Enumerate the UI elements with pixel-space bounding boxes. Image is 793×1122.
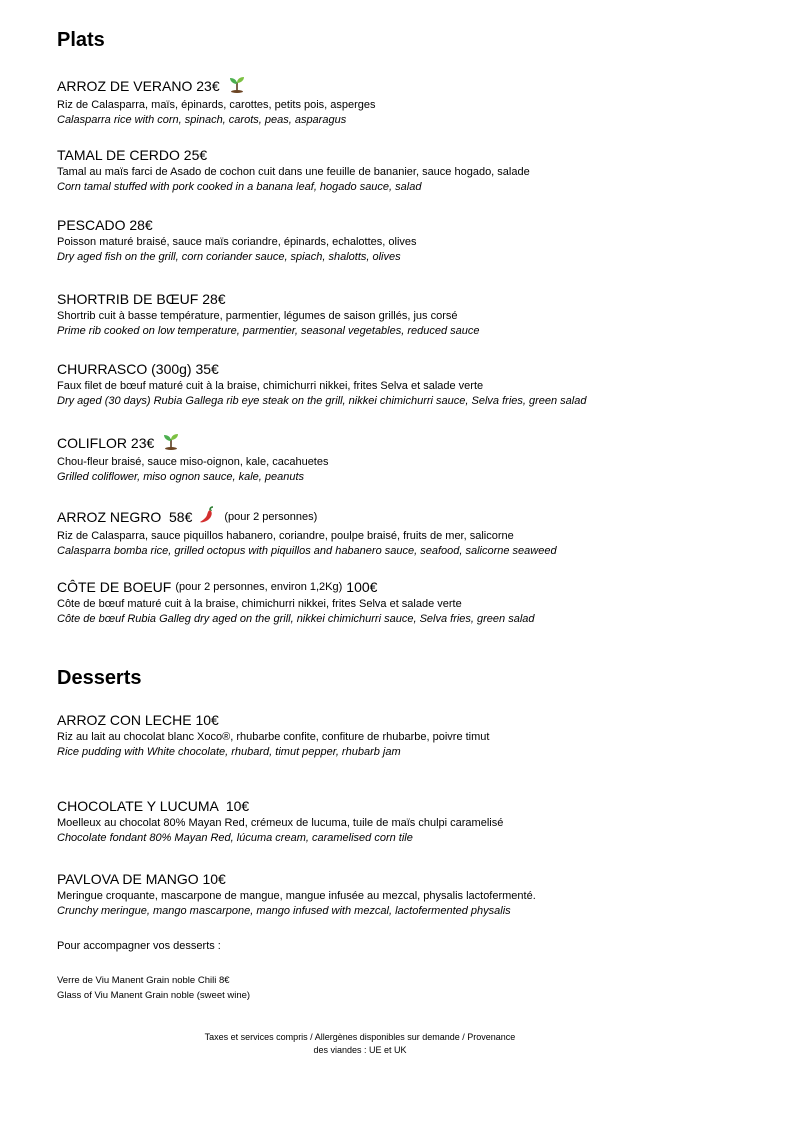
chili-pepper-icon xyxy=(198,506,216,528)
dish-name: TAMAL DE CERDO 25€ xyxy=(57,147,208,163)
section-title-desserts: Desserts xyxy=(57,667,142,689)
dish-tamal-de-cerdo xyxy=(57,146,757,195)
dish-name: ARROZ CON LECHE 10€ xyxy=(57,712,219,728)
dish-description-en: Calasparra rice with corn, spinach, carots, peas, asparagus xyxy=(57,114,347,126)
dish-arroz-de-verano xyxy=(57,75,757,128)
footer-note xyxy=(188,1031,532,1057)
dish-note: (pour 2 personnes, environ 1,2Kg) xyxy=(175,581,343,593)
dish-description-fr: Riz de Calasparra, sauce piquillos habanero, coriandre, poulpe braisé, fruits de mer, salicorne xyxy=(57,530,514,542)
dish-arroz-negro xyxy=(57,506,757,559)
footer-line-1: Taxes et services compris / Allergènes disponibles sur demande / Provenance xyxy=(204,1032,516,1042)
dish-description-fr: Riz au lait au chocolat blanc Xoco®, rhubarbe confite, confiture de rhubarbe, poivre timut xyxy=(57,731,490,743)
dish-description-en: Prime rib cooked on low temperature, parmentier, seasonal vegetables, reduced sauce xyxy=(57,325,480,337)
dish-note: (pour 2 personnes) xyxy=(224,511,318,523)
dish-description-en: Rice pudding with White chocolate, rhubard, timut pepper, rhubarb jam xyxy=(57,746,401,758)
dish-price: 100€ xyxy=(346,579,378,595)
sprout-icon xyxy=(228,75,246,97)
dish-description-en: Côte de bœuf Rubia Galleg dry aged on the grill, nikkei chimichurri sauce, Selva fries, green salad xyxy=(57,613,535,625)
dish-description-fr: Meringue croquante, mascarpone de mangue, mangue infusée au mezcal, physalis lactofermenté. xyxy=(57,890,536,902)
dish-description-fr: Côte de bœuf maturé cuit à la braise, chimichurri nikkei, frites Selva et salade verte xyxy=(57,598,462,610)
dish-description-en: Dry aged fish on the grill, corn coriander sauce, spiach, shalotts, olives xyxy=(57,251,401,263)
dish-name: COLIFLOR 23€ xyxy=(57,435,155,451)
wine-pairing-fr: Verre de Viu Manent Grain noble Chili 8€ xyxy=(57,975,230,986)
dish-description-en: Corn tamal stuffed with pork cooked in a banana leaf, hogado sauce, salad xyxy=(57,181,422,193)
dish-name: ARROZ DE VERANO 23€ xyxy=(57,78,220,94)
dish-pescado xyxy=(57,216,757,265)
dish-name: PESCADO 28€ xyxy=(57,217,153,233)
dish-name: CÔTE DE BOEUF xyxy=(57,579,172,595)
dish-description-fr: Moelleux au chocolat 80% Mayan Red, crémeux de lucuma, tuile de maïs chulpi caramelisé xyxy=(57,817,504,829)
section-title-plats: Plats xyxy=(57,29,105,51)
dish-name: ARROZ NEGRO 58€ xyxy=(57,509,193,525)
dish-description-en: Crunchy meringue, mango mascarpone, mango infused with mezcal, lactofermented physalis xyxy=(57,905,511,917)
dish-description-en: Chocolate fondant 80% Mayan Red, lúcuma cream, caramelised corn tile xyxy=(57,832,413,844)
dish-name: CHURRASCO (300g) 35€ xyxy=(57,361,219,377)
dish-name: PAVLOVA DE MANGO 10€ xyxy=(57,871,226,887)
dish-description-en: Grilled coliflower, miso ognon sauce, kale, peanuts xyxy=(57,471,305,483)
dish-description-en: Calasparra bomba rice, grilled octopus with piquillos and habanero sauce, seafood, salicorne seaweed xyxy=(57,545,557,557)
dish-coliflor xyxy=(57,432,757,485)
dessert-chocolate-y-lucuma xyxy=(57,797,757,846)
dish-churrasco xyxy=(57,360,757,409)
dish-description-fr: Poisson maturé braisé, sauce maïs coriandre, épinards, echalottes, olives xyxy=(57,236,417,248)
footer-line-2: des viandes : UE et UK xyxy=(313,1045,407,1055)
sprout-icon xyxy=(162,432,180,454)
dish-description-fr: Faux filet de bœuf maturé cuit à la braise, chimichurri nikkei, frites Selva et salade verte xyxy=(57,380,484,392)
dessert-pairing-intro: Pour accompagner vos desserts : xyxy=(57,940,221,952)
dish-shortrib-de-boeuf xyxy=(57,290,757,339)
dish-description-en: Dry aged (30 days) Rubia Gallega rib eye steak on the grill, nikkei chimichurri sauce, Selva fries, green salad xyxy=(57,395,587,407)
dish-description-fr: Riz de Calasparra, maïs, épinards, carottes, petits pois, asperges xyxy=(57,99,376,111)
dish-cote-de-boeuf xyxy=(57,578,757,627)
wine-pairing-en: Glass of Viu Manent Grain noble (sweet wine) xyxy=(57,990,251,1001)
dish-description-fr: Tamal au maïs farci de Asado de cochon cuit dans une feuille de bananier, sauce hogado, salade xyxy=(57,166,530,178)
dish-description-fr: Chou-fleur braisé, sauce miso-oignon, kale, cacahuetes xyxy=(57,456,329,468)
dish-name: CHOCOLATE Y LUCUMA 10€ xyxy=(57,798,250,814)
dessert-arroz-con-leche xyxy=(57,711,757,760)
dessert-pavlova-de-mango xyxy=(57,870,757,919)
dish-description-fr: Shortrib cuit à basse température, parmentier, légumes de saison grillés, jus corsé xyxy=(57,310,458,322)
dish-name: SHORTRIB DE BŒUF 28€ xyxy=(57,291,226,307)
